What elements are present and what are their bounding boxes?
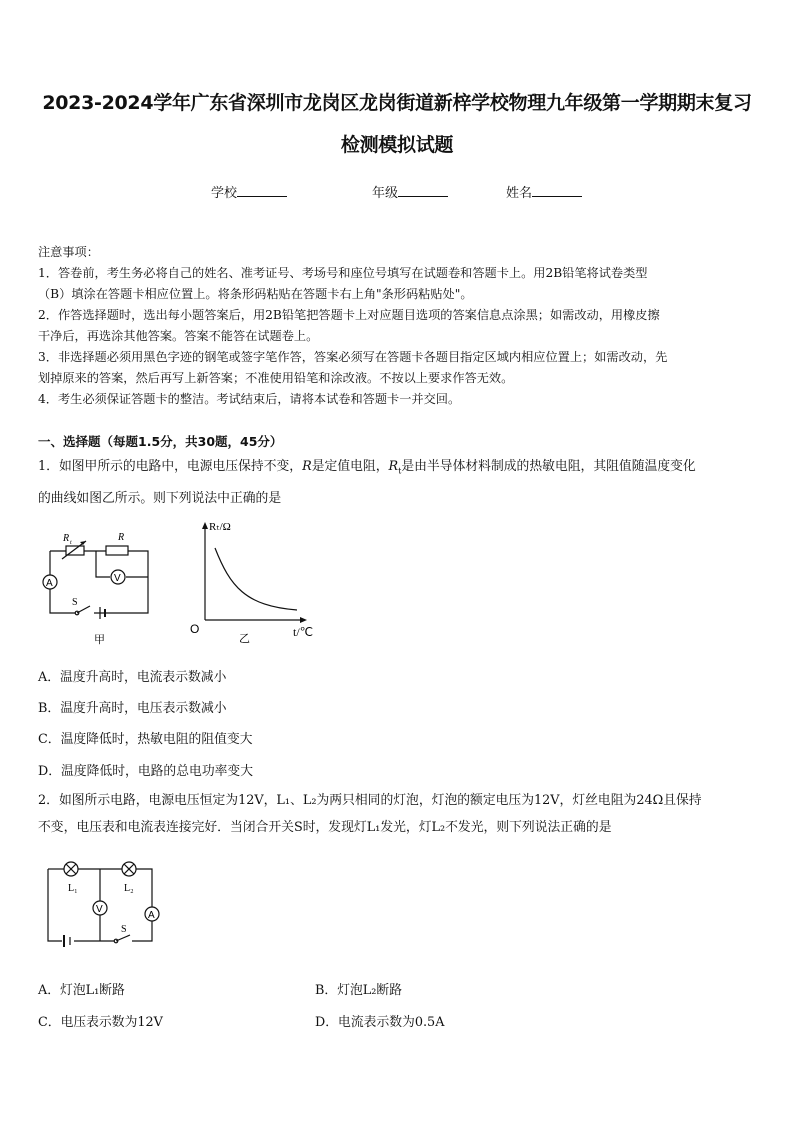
figure-caption-yi: 乙 <box>239 632 250 645</box>
x-axis-label: t/℃ <box>293 625 314 639</box>
switch-label: S <box>72 597 78 608</box>
page-title-line2: 检测模拟试题 <box>340 134 454 156</box>
y-axis-label: Rₜ/Ω <box>209 521 231 533</box>
page-title-line1: 2023-2024学年广东省深圳市龙岗区龙岗街道新梓学校物理九年级第一学期期末复习 <box>42 92 752 114</box>
notes-line: （B）填涂在答题卡相应位置上。将条形码粘贴在答题卡右上角"条形码粘贴处"。 <box>38 287 473 301</box>
q1-option-a[interactable]: A．温度升高时，电流表示数减小 <box>38 670 227 685</box>
grade-field <box>372 182 448 201</box>
q2-option-a[interactable]: A．灯泡L₁断路 <box>38 983 125 998</box>
origin-label: O <box>190 622 200 636</box>
q2-line1: 2．如图所示电路，电源电压恒定为12V，L₁、L₂为两只相同的灯泡，灯泡的额定电压为12V，灯丝电阻为24Ω且保持 <box>38 793 702 808</box>
switch-label: S <box>121 924 127 935</box>
name-label: 姓名 <box>506 186 533 201</box>
figure-caption-jia: 甲 <box>94 633 105 646</box>
r-label: R <box>118 532 125 543</box>
notes-line: 2．作答选择题时，选出每小题答案后，用2B铅笔把答题卡上对应题目选项的答案信息点涂黑；如需改动，用橡皮擦 <box>38 308 660 322</box>
question-1-stem <box>38 453 760 512</box>
notes-line: 4．考生必须保证答题卡的整洁。考试结束后，请将本试卷和答题卡一并交回。 <box>38 392 461 406</box>
voltmeter-label: V <box>96 904 103 915</box>
ammeter-label: A <box>46 578 53 589</box>
notes-block <box>38 242 760 410</box>
q2-option-b[interactable]: B．灯泡L₂断路 <box>315 983 403 998</box>
q1-option-c[interactable]: C．温度降低时，热敏电阻的阻值变大 <box>38 732 253 747</box>
notes-line: 1．答卷前，考生务必将自己的姓名、准考证号、考场号和座位号填写在试题卷和答题卡上。用2B铅笔将试卷类型 <box>38 266 648 280</box>
grade-label: 年级 <box>372 186 399 201</box>
notes-line: 干净后，再选涂其他答案。答案不能答在试题卷上。 <box>38 329 319 343</box>
rt-label: R <box>63 533 70 544</box>
q1-option-b[interactable]: B．温度升高时，电压表示数减小 <box>38 701 227 716</box>
notes-heading: 注意事项： <box>38 245 99 259</box>
question-2-stem <box>38 787 760 841</box>
section-heading: 一、选择题（每题1.5分，共30题，45分） <box>38 434 283 449</box>
ammeter-label: A <box>148 910 155 921</box>
school-label: 学校 <box>211 186 238 201</box>
q2-line2: 不变，电压表和电流表连接完好．当闭合开关S时，发现灯L₁发光，灯L₂不发光，则下列说法正确的是 <box>38 820 612 835</box>
l2-label: L₂ <box>124 883 134 894</box>
name-field <box>506 182 582 201</box>
q1-circuit-figure <box>38 525 158 650</box>
q2-circuit-figure <box>38 855 168 965</box>
school-field <box>211 182 287 201</box>
q2-option-d[interactable]: D．电流表示数为0.5A <box>315 1015 445 1030</box>
svg-text:t: t <box>70 540 72 546</box>
q1-option-d[interactable]: D．温度降低时，电路的总电功率变大 <box>38 764 254 779</box>
notes-line: 3．非选择题必须用黑色字迹的钢笔或签字笔作答，答案必须写在答题卡各题目指定区域内相应位置上；如需改动，先 <box>38 350 668 364</box>
name-blank[interactable] <box>532 184 582 197</box>
school-blank[interactable] <box>237 184 287 197</box>
grade-blank[interactable] <box>398 184 448 197</box>
notes-line: 划掉原来的答案，然后再写上新答案；不准使用铅笔和涂改液。不按以上要求作答无效。 <box>38 371 514 385</box>
q2-option-c[interactable]: C．电压表示数为12V <box>38 1015 163 1030</box>
q1-resistance-graph <box>185 516 325 646</box>
l1-label: L₁ <box>68 883 78 894</box>
voltmeter-label: V <box>114 573 121 584</box>
q1-line2: 的曲线如图乙所示。则下列说法中正确的是 <box>38 490 282 506</box>
q1-line1: 1．如图甲所示的电路中，电源电压保持不变，R是定值电阻，$R_t$是由半导体材料制成的热敏电阻，其阻值随温度变化 <box>38 459 696 476</box>
